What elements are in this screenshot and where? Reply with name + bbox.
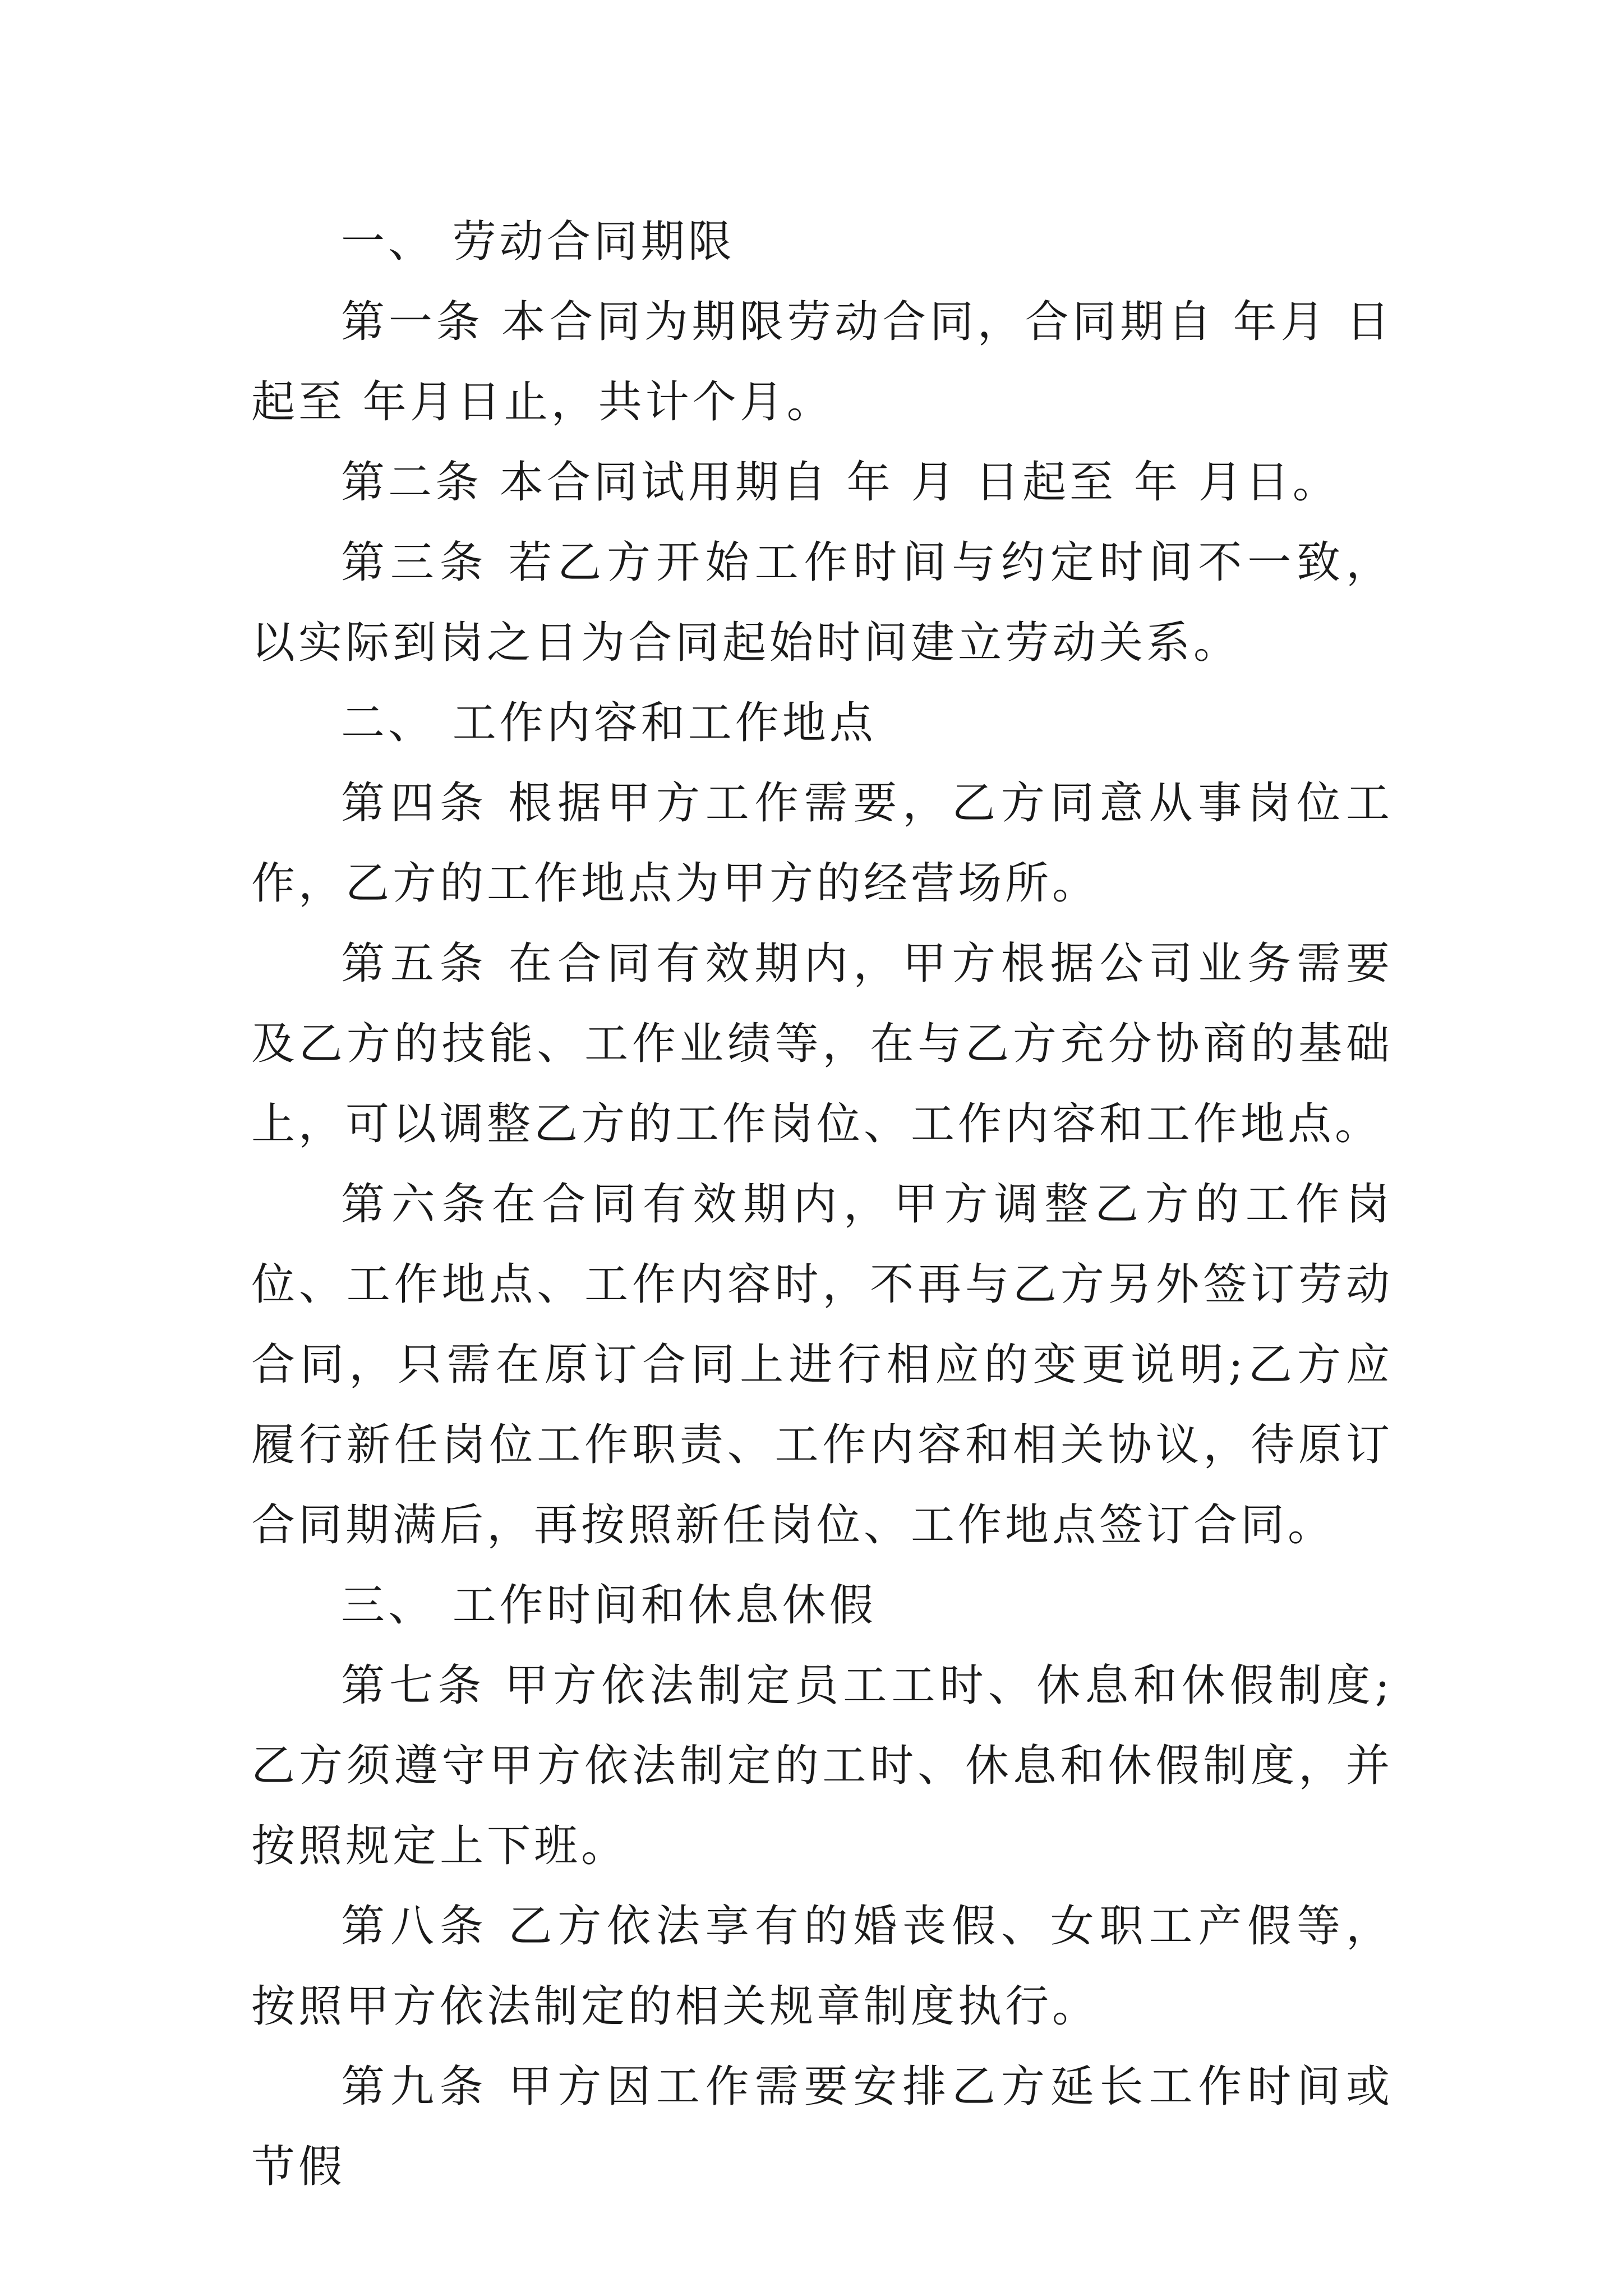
article-9: 第九条 甲方因工作需要安排乙方延长工作时间或节假 <box>251 2062 1393 2192</box>
section-heading-1: 一、 劳动合同期限 <box>341 217 735 267</box>
section-heading-2: 二、 工作内容和工作地点 <box>341 698 877 748</box>
article-6: 第六条在合同有效期内，甲方调整乙方的工作岗位、工作地点、工作内容时，不再与乙方另外签订劳动合同，只需在原订合同上进行相应的变更说明;乙方应履行新任岗位工作职责、工作内容和相关协议，待原订合同期满后，再按照新任岗位、工作地点签订合同。 <box>251 1179 1393 1550</box>
article-8: 第八条 乙方依法享有的婚丧假、女职工产假等，按照甲方依法制定的相关规章制度执行。 <box>251 1901 1393 2032</box>
article-2: 第二条 本合同试用期自 年 月 日起至 年 月日。 <box>341 457 1340 508</box>
article-3: 第三条 若乙方开始工作时间与约定时间不一致，以实际到岗之日为合同起始时间建立劳动关系。 <box>251 537 1393 668</box>
article-4: 第四条 根据甲方工作需要，乙方同意从事岗位工作，乙方的工作地点为甲方的经营场所。 <box>251 778 1393 909</box>
article-7: 第七条 甲方依法制定员工工时、休息和休假制度;乙方须遵守甲方依法制定的工时、休息和休假制度，并按照规定上下班。 <box>251 1660 1393 1871</box>
article-1: 第一条 本合同为期限劳动合同，合同期自 年月 日起至 年月日止，共计个月。 <box>251 297 1393 427</box>
article-5: 第五条 在合同有效期内，甲方根据公司业务需要及乙方的技能、工作业绩等，在与乙方充分协商的基础上，可以调整乙方的工作岗位、工作内容和工作地点。 <box>251 938 1393 1149</box>
section-heading-3: 三、 工作时间和休息休假 <box>341 1580 877 1631</box>
document-body <box>251 202 1393 2207</box>
